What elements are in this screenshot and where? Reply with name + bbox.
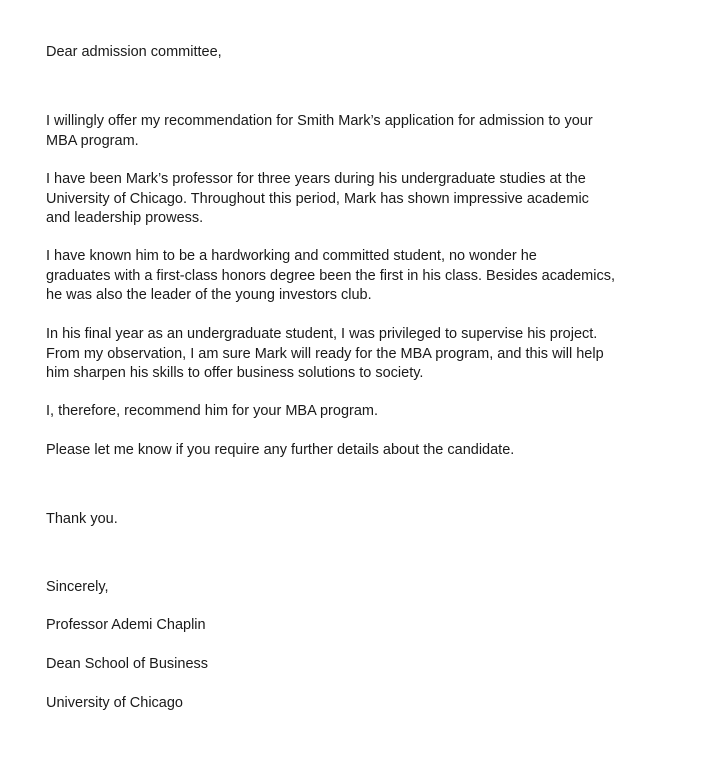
paragraph-line: graduates with a first-class honors degree been the first in his class. Besides academics, [46, 267, 615, 284]
paragraph-final-year [46, 325, 666, 384]
signature-institution: University of Chicago [46, 695, 183, 711]
paragraph-line: From my observation, I am sure Mark will ready for the MBA program, and this will help [46, 345, 604, 362]
closing: Sincerely, [46, 579, 109, 595]
paragraph-line: I, therefore, recommend him for your MBA program. [46, 403, 379, 419]
paragraph-line: I have known him to be a hardworking and committed student, no wonder he [46, 248, 537, 264]
paragraph-line: MBA program. [46, 132, 139, 149]
paragraph-student-qualities [46, 247, 666, 306]
signature-name: Professor Ademi Chaplin [46, 617, 206, 633]
paragraph-line: he was also the leader of the young investors club. [46, 287, 372, 303]
salutation: Dear admission committee, [46, 44, 222, 60]
signature-title: Dean School of Business [46, 656, 209, 672]
paragraph-line: Please let me know if you require any further details about the candidate. [46, 442, 515, 458]
paragraph-line: him sharpen his skills to offer business solutions to society. [46, 365, 424, 381]
paragraph-line: I willingly offer my recommendation for Smith Mark’s application for admission to your [46, 113, 593, 129]
paragraph-professor-relationship [46, 170, 666, 229]
paragraph-recommend [46, 402, 666, 422]
paragraph-further-details [46, 441, 666, 461]
paragraph-line: In his final year as an undergraduate student, I was privileged to supervise his project. [46, 326, 598, 342]
paragraph-line: University of Chicago. Throughout this period, Mark has shown impressive academic [46, 190, 589, 207]
paragraph-line: I have been Mark’s professor for three years during his undergraduate studies at the [46, 171, 586, 187]
thanks-line: Thank you. [46, 511, 118, 527]
paragraph-recommendation [46, 112, 666, 151]
paragraph-line: and leadership prowess. [46, 210, 204, 226]
